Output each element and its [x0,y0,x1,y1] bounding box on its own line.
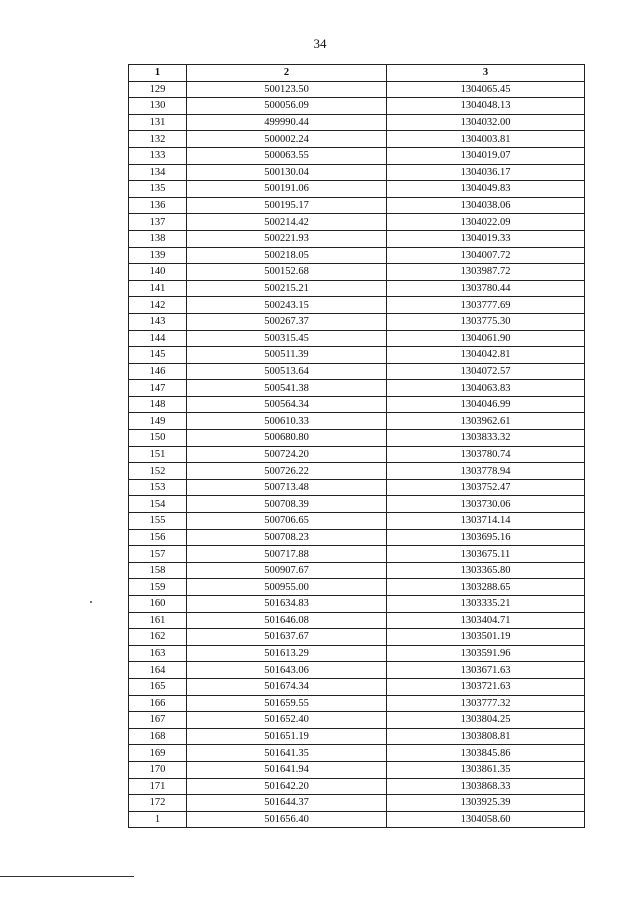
cell-y: 1303752.47 [387,479,585,496]
cell-y: 1303335.21 [387,596,585,613]
cell-point-number: 153 [129,479,187,496]
cell-y: 1304046.99 [387,396,585,413]
cell-x: 500724.20 [187,446,387,463]
table-row [129,778,585,795]
cell-x: 500726.22 [187,463,387,480]
cell-y: 1303780.44 [387,280,585,297]
table-row [129,695,585,712]
table-row [129,579,585,596]
table-row [129,430,585,447]
table-row [129,114,585,131]
cell-y: 1303288.65 [387,579,585,596]
cell-x: 501659.55 [187,695,387,712]
cell-x: 500713.48 [187,479,387,496]
cell-x: 500191.06 [187,181,387,198]
cell-point-number: 145 [129,347,187,364]
table-row [129,662,585,679]
cell-y: 1303780.74 [387,446,585,463]
table-row [129,147,585,164]
cell-y: 1303778.94 [387,463,585,480]
footnote-rule [0,876,134,877]
cell-x: 501674.34 [187,678,387,695]
table-row [129,513,585,530]
table-row [129,131,585,148]
table-row [129,645,585,662]
cell-point-number: 131 [129,114,187,131]
cell-point-number: 146 [129,363,187,380]
cell-x: 500717.88 [187,546,387,563]
cell-y: 1303714.14 [387,513,585,530]
cell-y: 1303775.30 [387,313,585,330]
cell-x: 500152.68 [187,264,387,281]
cell-x: 501637.67 [187,629,387,646]
cell-y: 1304061.90 [387,330,585,347]
cell-x: 500123.50 [187,81,387,98]
cell-point-number: 164 [129,662,187,679]
cell-point-number: 167 [129,712,187,729]
table-row [129,811,585,828]
cell-x: 500130.04 [187,164,387,181]
table-row [129,629,585,646]
cell-point-number: 162 [129,629,187,646]
cell-x: 501642.20 [187,778,387,795]
cell-y: 1304048.13 [387,98,585,115]
cell-y: 1303777.32 [387,695,585,712]
scan-speck [90,601,92,603]
cell-y: 1303721.63 [387,678,585,695]
column-header-point-number: 1 [129,65,187,82]
table-row [129,81,585,98]
cell-x: 500002.24 [187,131,387,148]
cell-y: 1303777.69 [387,297,585,314]
cell-point-number: 150 [129,430,187,447]
cell-x: 500513.64 [187,363,387,380]
cell-x: 500955.00 [187,579,387,596]
cell-point-number: 133 [129,147,187,164]
cell-x: 500610.33 [187,413,387,430]
table-row [129,313,585,330]
cell-y: 1303868.33 [387,778,585,795]
cell-y: 1304072.57 [387,363,585,380]
cell-x: 500195.17 [187,197,387,214]
cell-point-number: 159 [129,579,187,596]
cell-y: 1303804.25 [387,712,585,729]
cell-x: 501644.37 [187,795,387,812]
cell-x: 500708.39 [187,496,387,513]
cell-point-number: 141 [129,280,187,297]
cell-x: 500056.09 [187,98,387,115]
cell-y: 1303591.96 [387,645,585,662]
cell-point-number: 152 [129,463,187,480]
cell-y: 1304036.17 [387,164,585,181]
cell-x: 500541.38 [187,380,387,397]
cell-y: 1303808.81 [387,728,585,745]
cell-x: 500708.23 [187,529,387,546]
cell-x: 501634.83 [187,596,387,613]
cell-point-number: 156 [129,529,187,546]
cell-x: 501613.29 [187,645,387,662]
table-row [129,761,585,778]
cell-y: 1304022.09 [387,214,585,231]
cell-point-number: 148 [129,396,187,413]
cell-point-number: 155 [129,513,187,530]
table-header-row [129,65,585,82]
cell-x: 500214.42 [187,214,387,231]
cell-x: 500564.34 [187,396,387,413]
cell-x: 501656.40 [187,811,387,828]
cell-x: 500218.05 [187,247,387,264]
cell-point-number: 143 [129,313,187,330]
table-row [129,745,585,762]
cell-point-number: 154 [129,496,187,513]
cell-point-number: 165 [129,678,187,695]
cell-point-number: 136 [129,197,187,214]
cell-y: 1303671.63 [387,662,585,679]
cell-y: 1304042.81 [387,347,585,364]
table-row [129,612,585,629]
cell-x: 501652.40 [187,712,387,729]
table-row [129,280,585,297]
cell-point-number: 166 [129,695,187,712]
table-row [129,596,585,613]
cell-point-number: 130 [129,98,187,115]
cell-point-number: 158 [129,562,187,579]
cell-point-number: 160 [129,596,187,613]
table-row [129,181,585,198]
table-row [129,728,585,745]
cell-x: 500315.45 [187,330,387,347]
cell-y: 1303675.11 [387,546,585,563]
cell-point-number: 147 [129,380,187,397]
cell-y: 1303501.19 [387,629,585,646]
cell-y: 1304007.72 [387,247,585,264]
cell-point-number: 144 [129,330,187,347]
cell-point-number: 1 [129,811,187,828]
cell-point-number: 138 [129,230,187,247]
table-row [129,546,585,563]
cell-y: 1303695.16 [387,529,585,546]
cell-x: 501641.94 [187,761,387,778]
cell-x: 501643.06 [187,662,387,679]
cell-point-number: 170 [129,761,187,778]
cell-y: 1304038.06 [387,197,585,214]
cell-point-number: 149 [129,413,187,430]
cell-x: 501646.08 [187,612,387,629]
cell-point-number: 139 [129,247,187,264]
table-row [129,347,585,364]
cell-x: 501641.35 [187,745,387,762]
table-row [129,496,585,513]
cell-x: 499990.44 [187,114,387,131]
cell-y: 1303962.61 [387,413,585,430]
cell-y: 1304065.45 [387,81,585,98]
table-row [129,98,585,115]
cell-y: 1303861.35 [387,761,585,778]
cell-y: 1303365.80 [387,562,585,579]
table-row [129,197,585,214]
cell-point-number: 137 [129,214,187,231]
table-row [129,380,585,397]
cell-point-number: 172 [129,795,187,812]
cell-y: 1304063.83 [387,380,585,397]
cell-x: 500511.39 [187,347,387,364]
cell-y: 1303833.32 [387,430,585,447]
cell-point-number: 132 [129,131,187,148]
table-row [129,463,585,480]
cell-x: 500221.93 [187,230,387,247]
cell-x: 500706.65 [187,513,387,530]
cell-point-number: 171 [129,778,187,795]
cell-x: 500215.21 [187,280,387,297]
cell-x: 501651.19 [187,728,387,745]
table-row [129,264,585,281]
column-header-y: 3 [387,65,585,82]
table-row [129,214,585,231]
table-row [129,396,585,413]
cell-y: 1304019.07 [387,147,585,164]
table-row [129,330,585,347]
table-row [129,479,585,496]
cell-point-number: 134 [129,164,187,181]
table-row [129,247,585,264]
cell-point-number: 157 [129,546,187,563]
table-body [129,81,585,828]
cell-y: 1303925.39 [387,795,585,812]
cell-y: 1303845.86 [387,745,585,762]
cell-point-number: 169 [129,745,187,762]
cell-point-number: 142 [129,297,187,314]
cell-point-number: 151 [129,446,187,463]
cell-point-number: 163 [129,645,187,662]
table-row [129,678,585,695]
cell-y: 1303730.06 [387,496,585,513]
table-row [129,712,585,729]
cell-point-number: 135 [129,181,187,198]
cell-x: 500267.37 [187,313,387,330]
cell-y: 1303404.71 [387,612,585,629]
cell-y: 1304019.33 [387,230,585,247]
cell-y: 1304032.00 [387,114,585,131]
table-row [129,446,585,463]
table-row [129,413,585,430]
cell-y: 1303987.72 [387,264,585,281]
cell-x: 500680.80 [187,430,387,447]
cell-point-number: 140 [129,264,187,281]
table-row [129,164,585,181]
page-number: 34 [313,36,327,51]
cell-point-number: 129 [129,81,187,98]
table-row [129,562,585,579]
cell-x: 500243.15 [187,297,387,314]
table-row [129,297,585,314]
table-row [129,230,585,247]
cell-x: 500063.55 [187,147,387,164]
cell-y: 1304049.83 [387,181,585,198]
table-row [129,529,585,546]
column-header-x: 2 [187,65,387,82]
cell-point-number: 168 [129,728,187,745]
coordinates-table [128,64,585,828]
cell-point-number: 161 [129,612,187,629]
table-row [129,795,585,812]
cell-y: 1304003.81 [387,131,585,148]
table-row [129,363,585,380]
cell-x: 500907.67 [187,562,387,579]
cell-y: 1304058.60 [387,811,585,828]
